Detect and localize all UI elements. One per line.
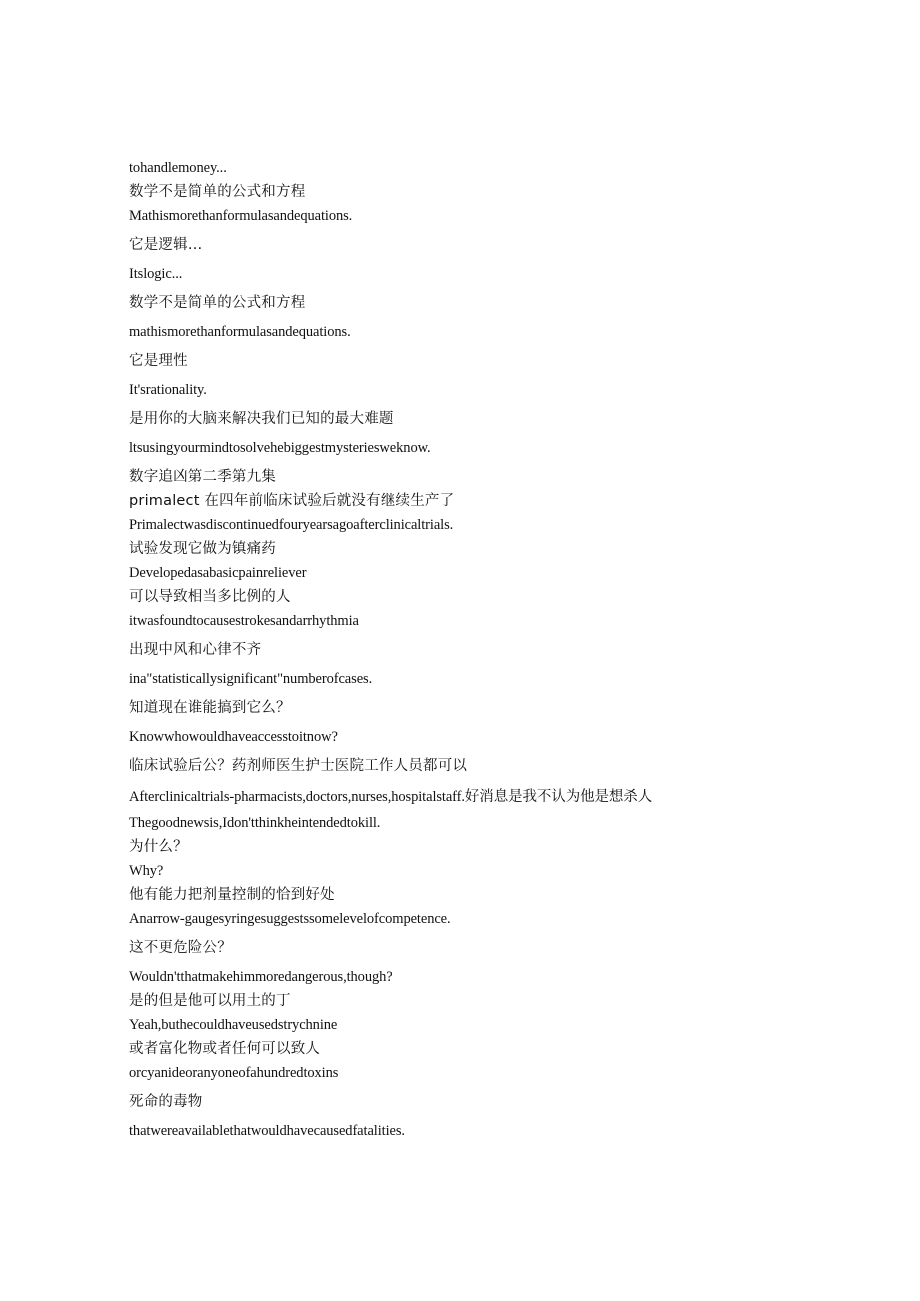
- text-line: 这不更危险公？: [129, 940, 232, 956]
- text-line: 是的但是他可以用土的丁: [129, 993, 291, 1009]
- text-line: 它是理性: [129, 353, 188, 369]
- text-line: 出现中风和心律不齐: [129, 642, 262, 658]
- text-line: 他有能力把剂量控制的恰到好处: [129, 887, 335, 903]
- text-line: 为什么？: [129, 839, 188, 855]
- text-line: Why?: [129, 863, 164, 879]
- text-line: ina"statisticallysignificant"numberofcases.: [129, 671, 373, 687]
- text-line: 数学不是简单的公式和方程: [129, 184, 306, 200]
- text-line: Anarrow-gaugesyringesuggestssomelevelofcompetence.: [129, 911, 451, 927]
- text-line: 或者富化物或者任何可以致人: [129, 1041, 321, 1057]
- text-line: Thegoodnewsis,Idon'tthinkheintendedtokill.: [129, 815, 381, 831]
- text-line: 临床试验后公？药剂师医生护士医院工作人员都可以: [129, 758, 468, 774]
- text-line: thatwereavailablethatwouldhavecausedfatalities.: [129, 1123, 405, 1139]
- text-line: 可以导致相当多比例的人: [129, 589, 291, 605]
- text-line: 死命的毒物: [129, 1094, 203, 1110]
- text-line: 数学不是简单的公式和方程: [129, 295, 306, 311]
- text-line: Knowwhowouldhaveaccesstoitnow?: [129, 729, 338, 745]
- text-line: Developedasabasicpainreliever: [129, 565, 307, 581]
- text-line: Itslogic...: [129, 266, 183, 282]
- text-line: mathismorethanformulasandequations.: [129, 324, 351, 340]
- text-line: tohandlemoney...: [129, 160, 227, 176]
- text-line: It'srationality.: [129, 382, 207, 398]
- text-line: ltsusingyourmindtosolvehebiggestmysteriesweknow.: [129, 440, 431, 456]
- text-line: 是用你的大脑来解决我们已知的最大难题: [129, 411, 394, 427]
- text-line: 它是逻辑…: [129, 237, 203, 253]
- text-line: Wouldn'tthatmakehimmoredangerous,though?: [129, 969, 393, 985]
- text-line: 知道现在谁能搞到它么？: [129, 700, 291, 716]
- text-line: Afterclinicaltrials-pharmacists,doctors,nurses,hospitalstaff.好消息是我不认为他是想杀人: [129, 789, 653, 805]
- text-line: orcyanideoranyoneofahundredtoxins: [129, 1065, 339, 1081]
- document-body: [129, 158, 709, 1145]
- text-line: primalect 在四年前临床试验后就没有继续生产了: [129, 493, 455, 509]
- text-line: Primalectwasdiscontinuedfouryearsagoafterclinicaltrials.: [129, 517, 454, 533]
- text-line: 试验发现它做为镇痛药: [129, 541, 276, 557]
- text-line: itwasfoundtocausestrokesandarrhythmia: [129, 613, 359, 629]
- text-line: Yeah,buthecouldhaveusedstrychnine: [129, 1017, 338, 1033]
- text-line: Mathismorethanformulasandequations.: [129, 208, 353, 224]
- text-line: 数字追凶第二季第九集: [129, 469, 276, 485]
